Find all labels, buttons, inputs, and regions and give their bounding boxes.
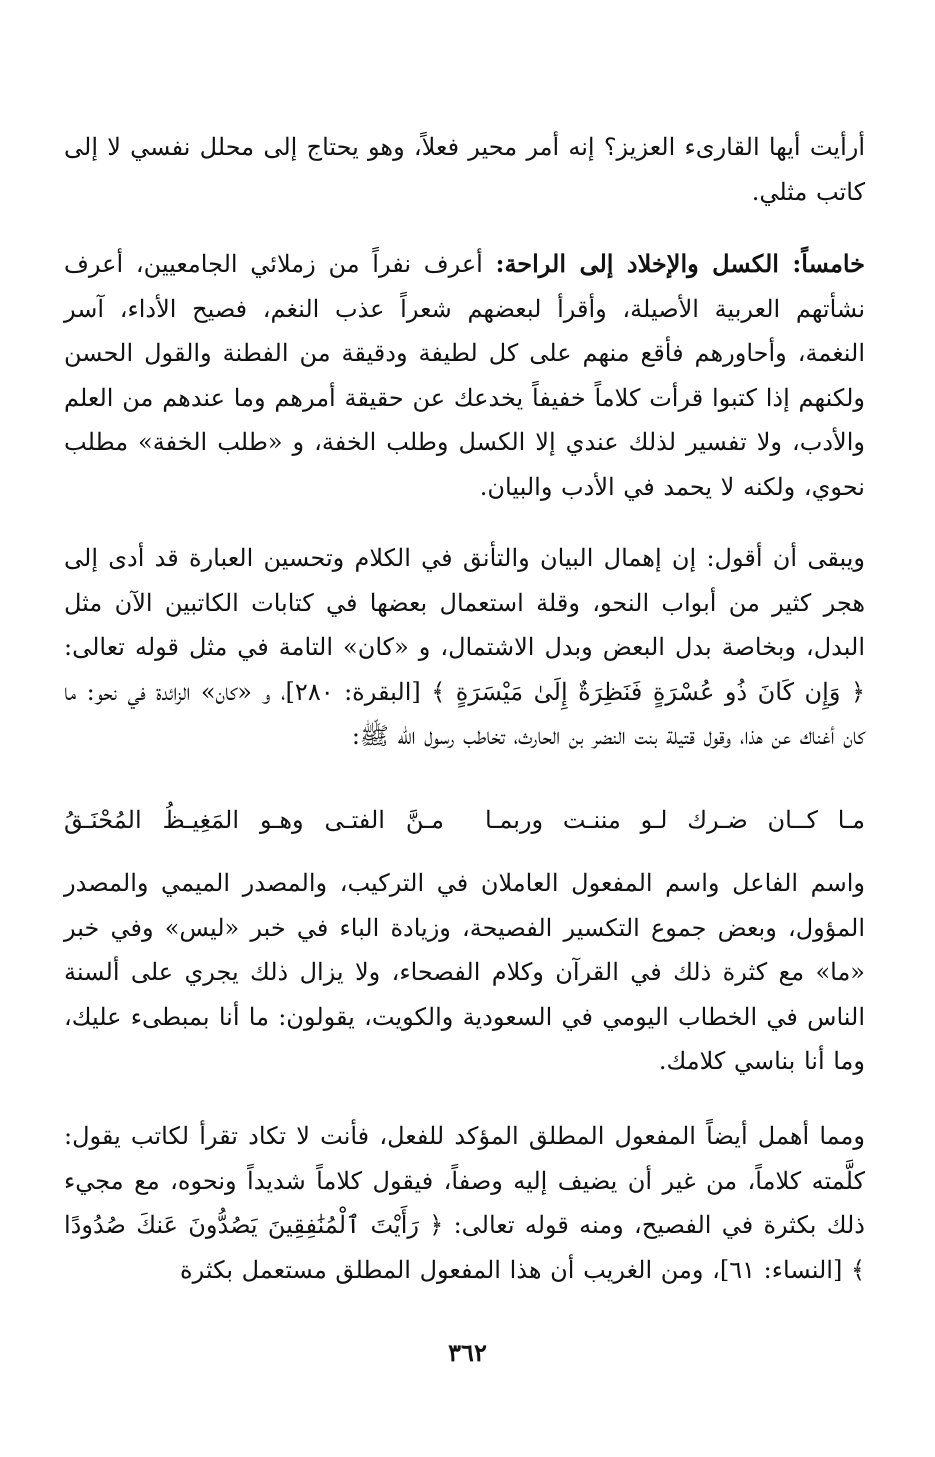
verse-first-hemistich: مـا كــان ضـرك لـو مننـت وربمـا	[485, 806, 865, 834]
paragraph-1	[64, 125, 865, 214]
page-number: ٣٦٢	[448, 1338, 487, 1367]
paragraph-4-text: واسم الفاعل واسم المفعول العاملان في التركيب، والمصدر الميمي والمصدر المؤول، وبعض جموع التكسير الفصيحة، وزيادة الباء في خبر «ليس» وفي خبر «ما» مع كثرة ذلك في القرآن وكلام الفصحاء، ولا يزال ذلك يجري على ألسنة الناس في الخطاب اليومي في السعودية والكويت، يقولون: ما أنا بمبطىء عليك، وما أنا بناسي كلامك.	[64, 869, 866, 1075]
paragraph-5	[64, 1114, 865, 1292]
paragraph-5-text: ومما أهمل أيضاً المفعول المطلق المؤكد للفعل، فأنت لا تكاد تقرأ لكاتب يقول: كلَّمته كلاماً، من غير أن يضيف إليه وصفاً، فيقول كلاماً شديداً ونحوه، مع مجيء ذلك بكثرة في الفصيح، ومنه قوله تعالى: ﴿ رَأَيْتَ ٱلْمُنَٰفِقِينَ يَصُدُّونَ عَنكَ صُدُودًا ﴾ [النساء: ٦١]، ومن الغريب أن هذا المفعول المطلق مستعمل بكثرة	[64, 1122, 866, 1284]
paragraph-4	[64, 861, 865, 1084]
poetry-verse	[64, 798, 865, 842]
section-heading-fifth: خامساً: الكسل والإخلاد إلى الراحة:	[495, 249, 866, 278]
paragraph-3	[64, 536, 865, 759]
verse-second-hemistich: مـنَّ الفتـى وهـو المَغِيـظُ المُحْنَـقُ	[64, 806, 444, 834]
paragraph-1-text: أرأيت أيها القارىء العزيز؟ إنه أمر محير فعلاً، وهو يحتاج إلى محلل نفسي لا إلى كاتب مثلي.	[64, 133, 865, 206]
paragraph-2-text: أعرف نفراً من زملائي الجامعيين، أعرف نشأتهم العربية الأصيلة، وأقرأ لبعضهم شعراً عذب النغم، فصيح الأداء، آسر النغمة، وأحاورهم فأقع منهم على كل لطيفة ودقيقة من الفطنة والقول الحسن ولكنهم إذا كتبوا قرأت كلاماً خفيفاً يخدعك عن حقيقة أمرهم وما عندهم من العلم والأدب، ولا تفسير لذلك عندي إلا الكسل وطلب الخفة، و «طلب الخفة» مطلب نحوي، ولكنه لا يحمد في الأدب والبيان.	[64, 250, 866, 501]
paragraph-2	[64, 242, 865, 509]
paragraph-3-text: ويبقى أن أقول: إن إهمال البيان والتأنق في الكلام وتحسين العبارة قد أدى إلى هجر كثير من أبواب النحو، وقلة استعمال بعضها في كتابات الكاتبين الآن مثل البدل، وبخاصة بدل البعض وبدل الاشتمال، و «كان» التامة في مثل قوله تعالى: ﴿ وَإِن كَانَ ذُو عُسْرَةٍ فَنَظِرَةٌ إِلَىٰ مَيْسَرَةٍ ﴾ [البقرة: ٢٨٠]، و «كان» الزائدة في نحو: ما كان أغناك عن هذا، وقول قتيلة بنت النضر بن الحارث، تخاطب رسول الله ﷺ:	[64, 544, 866, 750]
